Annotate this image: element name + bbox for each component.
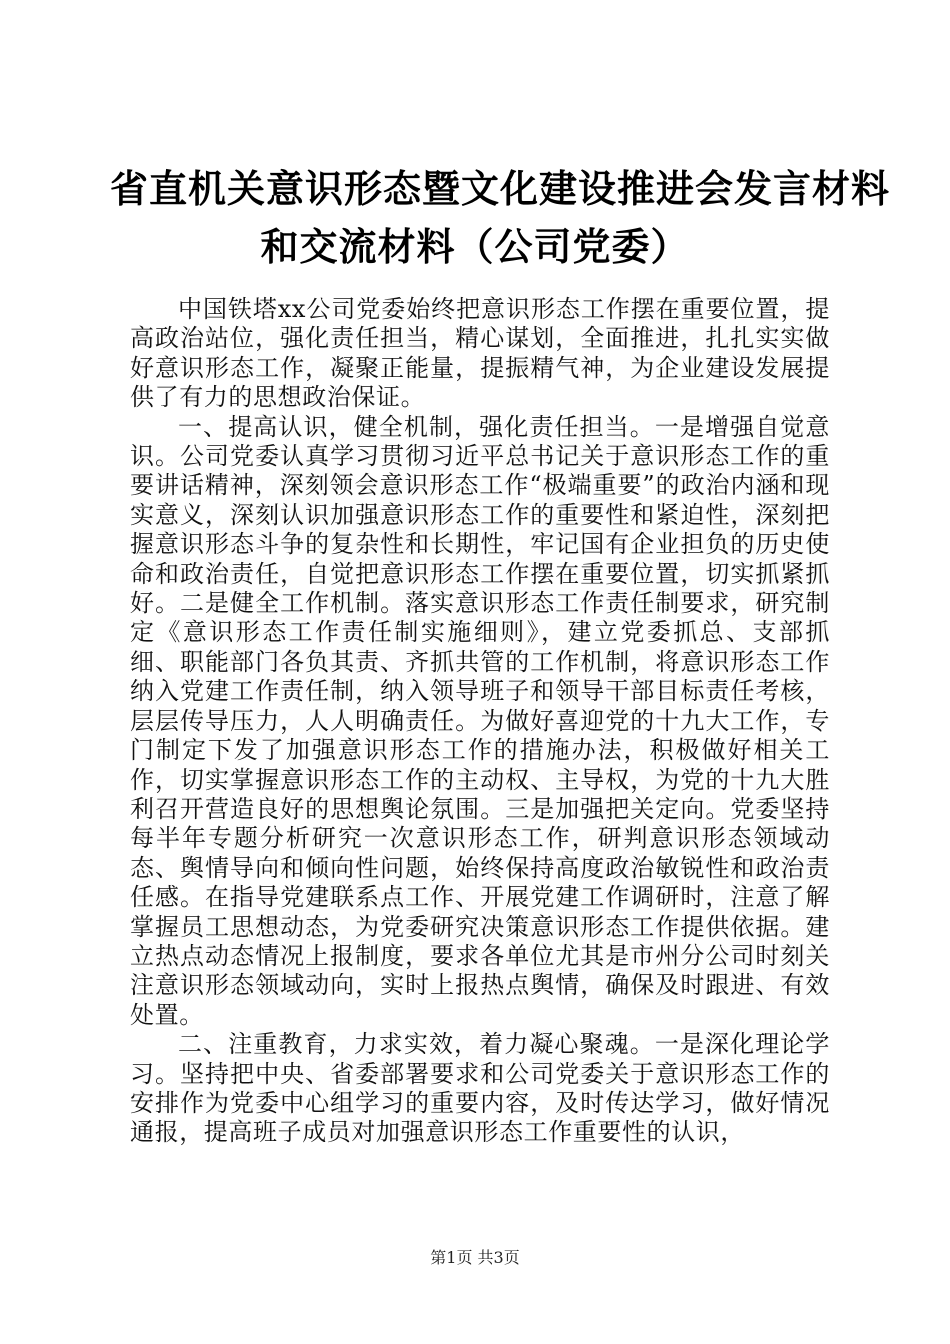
- document-title: [110, 160, 891, 276]
- paragraph-section-1: 一、提高认识，健全机制，强化责任担当。一是增强自觉意识。公司党委认真学习贯彻习近平总书记关于意识形态工作的重要讲话精神，深刻领会意识形态工作“极端重要”的政治内涵和现实意义，深刻认识加强意识形态工作的重要性和紧迫性，深刻把握意识形态斗争的复杂性和长期性，牢记国有企业担负的历史使命和政治责任，自觉把意识形态工作摆在重要位置，切实抓紧抓好。二是健全工作机制。落实意识形态工作责任制要求，研究制定《意识形态工作责任制实施细则》，建立党委抓总、支部抓细、职能部门各负其责、齐抓共管的工作机制，将意识形态工作纳入党建工作责任制，纳入领导班子和领导干部目标责任考核，层层传导压力，人人明确责任。为做好喜迎党的十九大工作，专门制定下发了加强意识形态工作的措施办法，积极做好相关工作，切实掌握意识形态工作的主动权、主导权，为党的十九大胜利召开营造良好的思想舆论氛围。三是加强把关定向。党委坚持每半年专题分析研究一次意识形态工作，研判意识形态领域动态、舆情导向和倾向性问题，始终保持高度政治敏锐性和政治责任感。在指导党建联系点工作、开展党建工作调研时，注意了解掌握员工思想动态，为党委研究决策意识形态工作提供依据。建立热点动态情况上报制度，要求各单位尤其是市州分公司时刻关注意识形态领域动向，实时上报热点舆情，确保及时跟进、有效处置。: [130, 412, 830, 1029]
- paragraph-intro: 中国铁塔xx公司党委始终把意识形态工作摆在重要位置，提高政治站位，强化责任担当，精心谋划，全面推进，扎扎实实做好意识形态工作，凝聚正能量，提振精气神，为企业建设发展提供了有力的思想政治保证。: [130, 295, 830, 412]
- document-body: [130, 295, 830, 1148]
- page-number-footer: 第1页 共3页: [430, 1248, 520, 1267]
- title-line-1: 省直机关意识形态暨文化建设推进会发言材料: [110, 167, 891, 211]
- paragraph-section-2: 二、注重教育，力求实效，着力凝心聚魂。一是深化理论学习。坚持把中央、省委部署要求和公司党委关于意识形态工作的安排作为党委中心组学习的重要内容，及时传达学习，做好情况通报，提高班子成员对加强意识形态工作重要性的认识，: [130, 1030, 830, 1147]
- title-line-2: 和交流材料（公司党委）: [260, 225, 690, 269]
